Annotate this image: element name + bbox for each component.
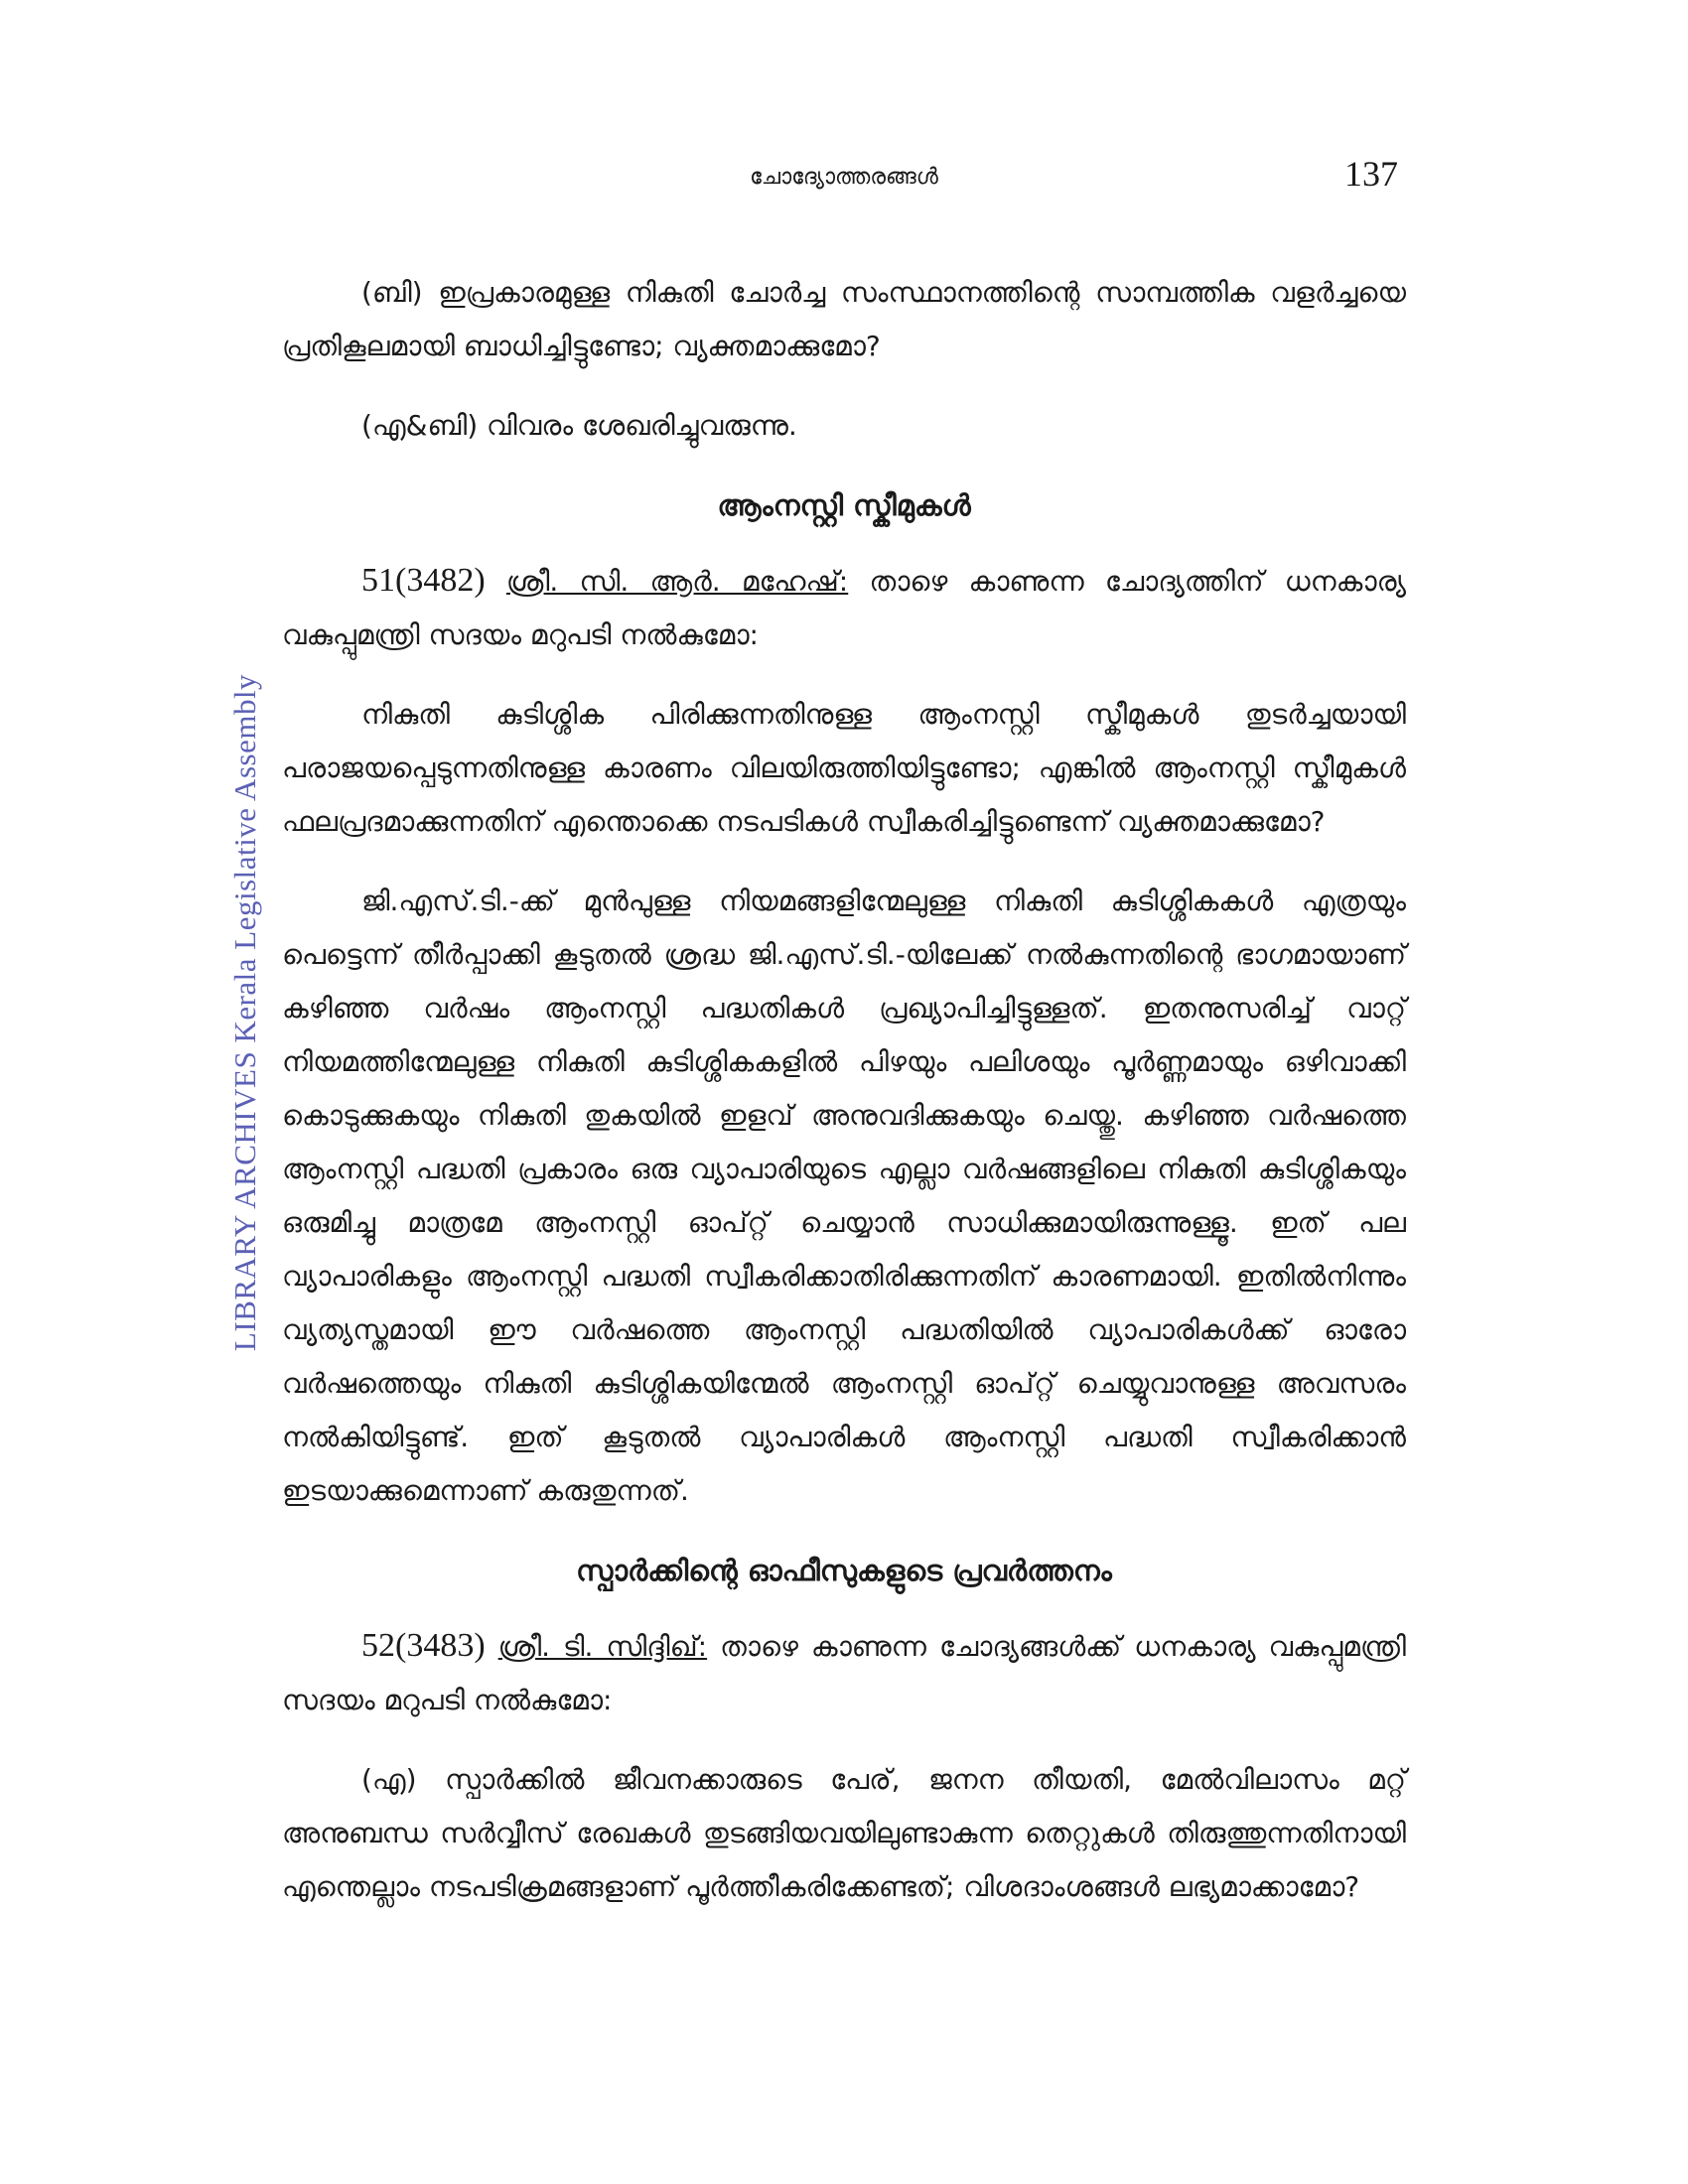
question-part-b: (ബി) ഇപ്രകാരമുള്ള നികുതി ചോർച്ച സംസ്ഥാനത്തിന്റെ സാമ്പത്തിക വളർച്ചയെ പ്രതികൂലമായി ബാധിച്ചിട്ടുണ്ടോ; വ്യക്തമാക്കുമോ? [282, 276, 1406, 362]
answer-a-and-b: (എ&ബി) വിവരം ശേഖരിച്ചുവരുന്നു. [361, 409, 797, 442]
question-number: 51(3482) [361, 562, 486, 599]
question-51-text: നികുതി കുടിശ്ശിക പിരിക്കുന്നതിനുള്ള ആംനസ്റ്റി സ്കീമുകൾ തുടർച്ചയായി പരാജയപ്പെടുന്നതിനുള്ള കാരണം വിലയിരുത്തിയിട്ടുണ്ടോ; എങ്കിൽ ആംനസ്റ്റി സ്കീമുകൾ ഫലപ്രദമാക്കുന്നതിന് എന്തൊക്കെ നടപടികൾ സ്വീകരിച്ചിട്ടുണ്ടെന്ന് വ്യക്തമാക്കുമോ? [282, 698, 1406, 838]
section-heading-spark: സ്പാർക്കിന്റെ ഓഫീസുകളുടെ പ്രവർത്തനം [576, 1554, 1112, 1587]
section-heading-amnesty: ആംനസ്റ്റി സ്കീമുകൾ [717, 488, 971, 522]
question-intro-text: താഴെ കാണുന്ന ചോദ്യത്തിന് ധനകാര്യ വകുപ്പുമന്ത്രി സദയം മറുപടി നൽകുമോ: [282, 565, 1406, 651]
running-header-title: ചോദ്യോത്തരങ്ങൾ [750, 165, 938, 190]
question-intro-text: താഴെ കാണുന്ന ചോദ്യങ്ങൾക്ക് ധനകാര്യ വകുപ്പുമന്ത്രി സദയം മറുപടി നൽകുമോ: [282, 1630, 1407, 1716]
page-body [282, 266, 1406, 1940]
member-name: ശ്രീ. ടി. സിദ്ദിഖ്: [497, 1630, 708, 1663]
answer-51-text: ജി.എസ്.ടി.-ക്ക് മുൻപുള്ള നിയമങ്ങളിന്മേലുള്ള നികുതി കുടിശ്ശികകൾ എത്രയും പെട്ടെന്ന് തീർപ്പാക്കി കൂടുതൽ ശ്രദ്ധ ജി.എസ്.ടി.-യിലേക്ക് നൽകുന്നതിന്റെ ഭാഗമായാണ് കഴിഞ്ഞ വർഷം ആംനസ്റ്റി പദ്ധതികൾ പ്രഖ്യാപിച്ചിട്ടുള്ളത്. ഇതനുസരിച്ച് വാറ്റ് നിയമത്തിന്മേലുള്ള നികുതി കുടിശ്ശികകളിൽ പിഴയും പലിശയും പൂർണ്ണമായും ഒഴിവാക്കി കൊടുക്കുകയും നികുതി തുകയിൽ ഇളവ് അനുവദിക്കുകയും ചെയ്തു. കഴിഞ്ഞ വർഷത്തെ ആംനസ്റ്റി പദ്ധതി പ്രകാരം ഒരു വ്യാപാരിയുടെ എല്ലാ വർഷങ്ങളിലെ നികുതി കുടിശ്ശികയും ഒരുമിച്ചു മാത്രമേ ആംനസ്റ്റി ഓപ്റ്റ് ചെയ്യാൻ സാധിക്കുമായിരുന്നുള്ളൂ. ഇത് പല വ്യാപാരികളും ആംനസ്റ്റി പദ്ധതി സ്വീകരിക്കാതിരിക്കുന്നതിന് കാരണമായി. ഇതിൽനിന്നും വ്യത്യസ്തമായി ഈ വർഷത്തെ ആംനസ്റ്റി പദ്ധതിയിൽ വ്യാപാരികൾക്ക് ഓരോ വർഷത്തെയും നികുതി കുടിശ്ശികയിന്മേൽ ആംനസ്റ്റി ഓപ്റ്റ് ചെയ്യുവാനുള്ള അവസരം നൽകിയിട്ടുണ്ട്. ഇത് കൂടുതൽ വ്യാപാരികൾ ആംനസ്റ്റി പദ്ധതി സ്വീകരിക്കാൻ ഇടയാക്കുമെന്നാണ് കരുതുന്നത്. [282, 885, 1406, 1507]
archive-watermark: LIBRARY ARCHIVES Kerala Legislative Assembly [227, 673, 262, 1352]
page-number: 137 [1344, 154, 1398, 194]
question-51-intro [282, 554, 1406, 662]
question-52-part-a: (എ) സ്പാർക്കിൽ ജീവനക്കാരുടെ പേര്, ജനന തീയതി, മേൽവിലാസം മറ്റ് അനുബന്ധ സർവ്വീസ് രേഖകൾ തുടങ്ങിയവയിലുണ്ടാകുന്ന തെറ്റുകൾ തിരുത്തുന്നതിനായി എന്തെല്ലാം നടപടിക്രമങ്ങളാണ് പൂർത്തീകരിക്കേണ്ടത്; വിശദാംശങ്ങൾ ലഭ്യമാക്കാമോ? [282, 1763, 1406, 1903]
question-number: 52(3483) [361, 1627, 486, 1664]
question-52-intro [282, 1619, 1406, 1727]
member-name: ശ്രീ. സി. ആർ. മഹേഷ്: [505, 565, 849, 598]
